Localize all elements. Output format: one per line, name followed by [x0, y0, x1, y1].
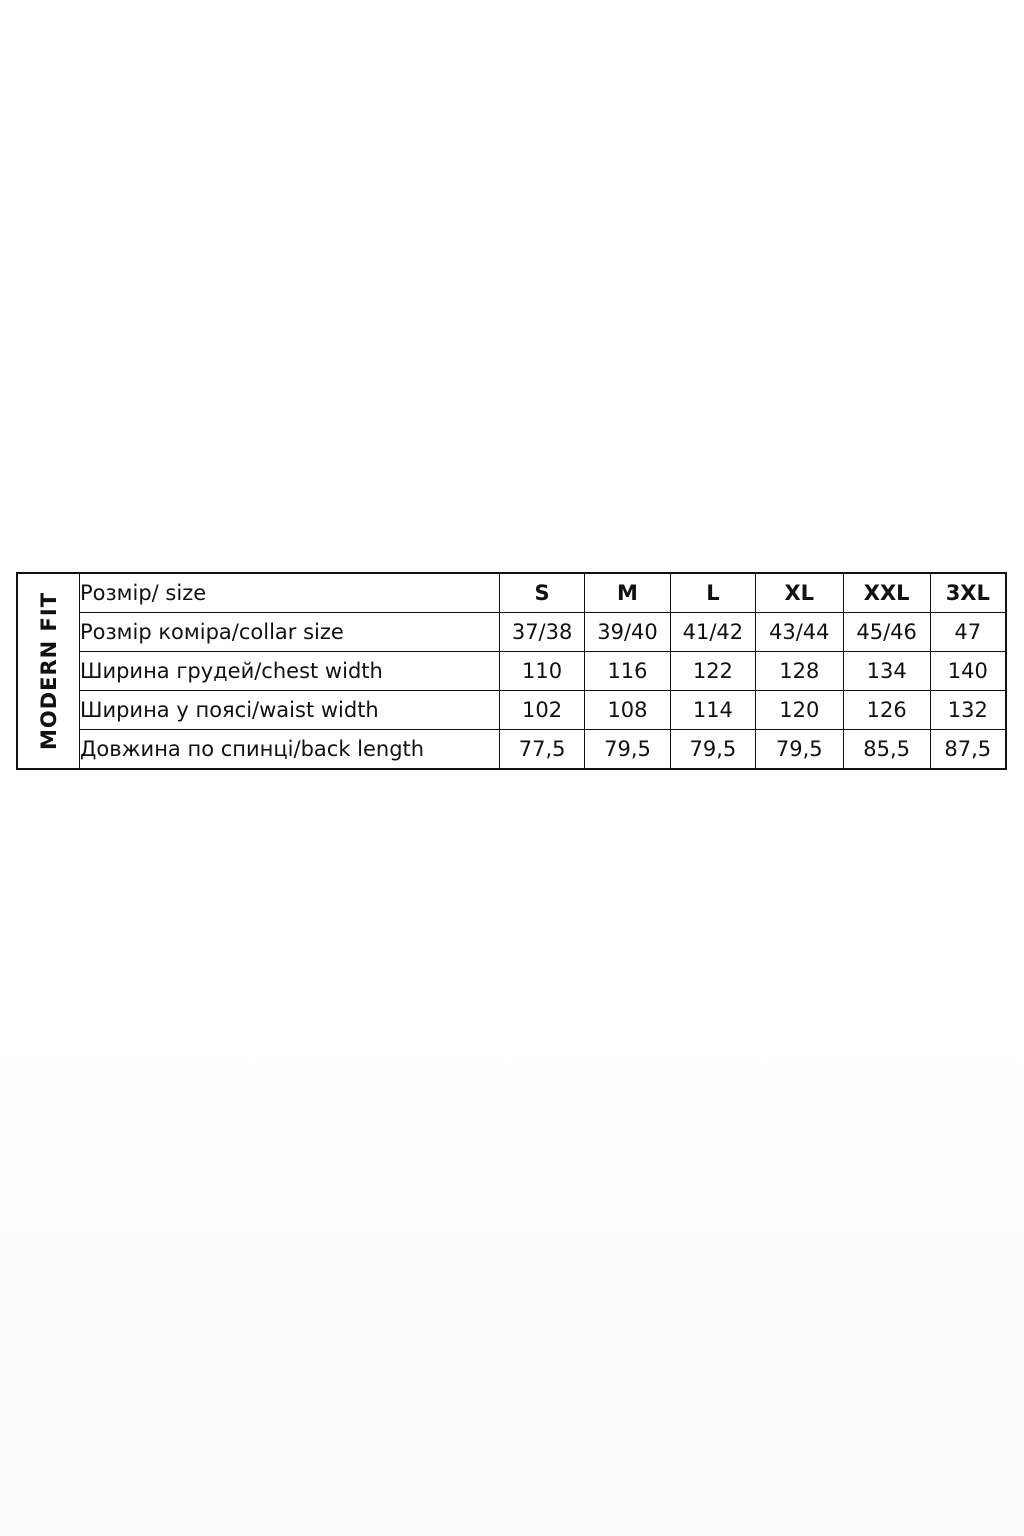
table-cell: 108 [585, 691, 671, 730]
header-row [80, 574, 1005, 613]
table-cell: 87,5 [930, 730, 1005, 769]
size-chart-table [16, 572, 1007, 770]
table-cell: 140 [930, 652, 1005, 691]
row-label: Довжина по спинці/back length [80, 730, 500, 769]
table-cell: 39/40 [585, 613, 671, 652]
table-cell: 41/42 [670, 613, 755, 652]
table-cell: 134 [843, 652, 930, 691]
table-cell: 132 [930, 691, 1005, 730]
table-cell: 126 [843, 691, 930, 730]
table-cell: 120 [755, 691, 843, 730]
fit-label: MODERN FIT [36, 591, 61, 751]
table-cell: 45/46 [843, 613, 930, 652]
row-label: Ширина грудей/chest width [80, 652, 500, 691]
table-cell: 43/44 [755, 613, 843, 652]
size-header-3xl: 3XL [930, 574, 1005, 613]
size-header-xxl: XXL [843, 574, 930, 613]
size-grid [80, 574, 1005, 768]
fit-label-cell [18, 574, 80, 768]
table-cell: 128 [755, 652, 843, 691]
table-cell: 79,5 [585, 730, 671, 769]
table-cell: 116 [585, 652, 671, 691]
table-cell: 79,5 [755, 730, 843, 769]
table-cell: 122 [670, 652, 755, 691]
table-cell: 47 [930, 613, 1005, 652]
table-row-waist [80, 691, 1005, 730]
table-cell: 79,5 [670, 730, 755, 769]
size-header-s: S [500, 574, 585, 613]
table-row-collar [80, 613, 1005, 652]
table-cell: 110 [500, 652, 585, 691]
size-header-xl: XL [755, 574, 843, 613]
table-cell: 114 [670, 691, 755, 730]
size-header-m: M [585, 574, 671, 613]
table-row-back-length [80, 730, 1005, 769]
table-row-chest [80, 652, 1005, 691]
header-label: Розмір/ size [80, 574, 500, 613]
row-label: Розмір коміра/collar size [80, 613, 500, 652]
table-cell: 77,5 [500, 730, 585, 769]
table-cell: 85,5 [843, 730, 930, 769]
table-cell: 102 [500, 691, 585, 730]
row-label: Ширина у поясі/waist width [80, 691, 500, 730]
table-cell: 37/38 [500, 613, 585, 652]
size-header-l: L [670, 574, 755, 613]
